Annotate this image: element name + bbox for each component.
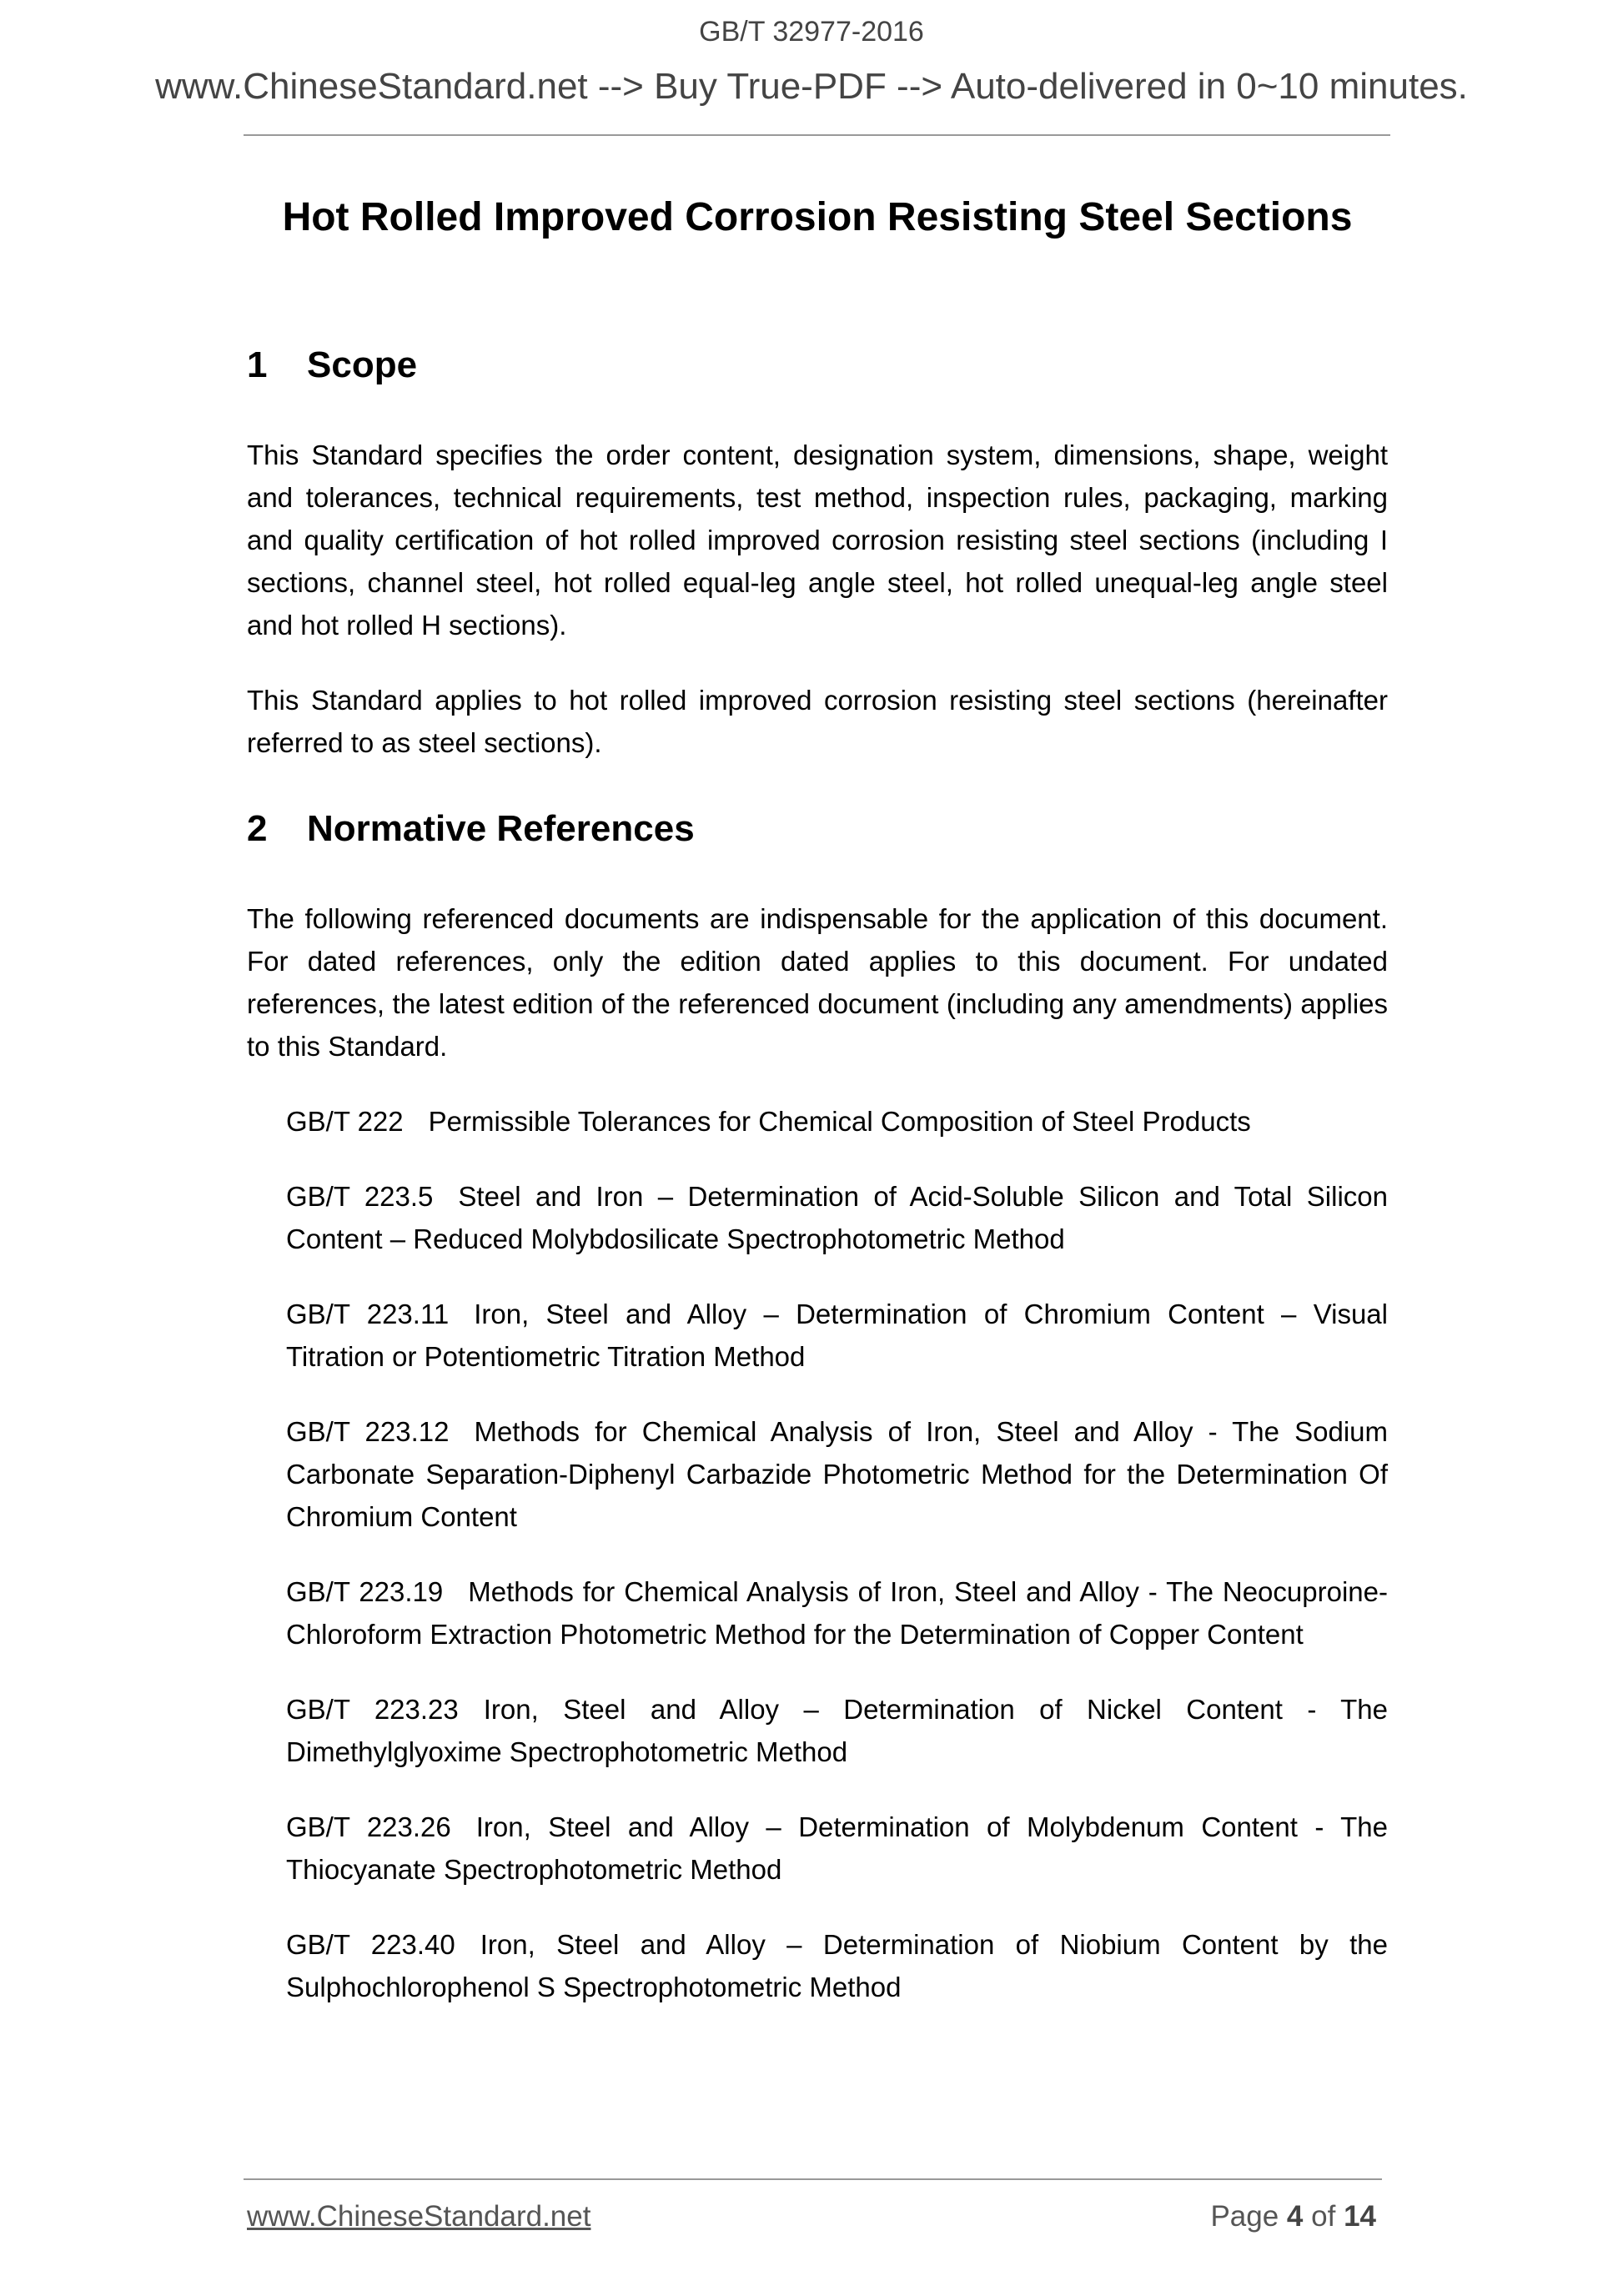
section-title: Normative References [307,808,695,849]
reference-title: Iron, Steel and Alloy – Determination of Molybdenum Content - The Thiocyanate Spectrophotometric Method [286,1811,1388,1885]
reference-code: GB/T 223.12 [286,1416,450,1447]
document-body [247,192,1388,2041]
reference-item [286,1410,1388,1538]
reference-title: Permissible Tolerances for Chemical Composition of Steel Products [428,1106,1251,1137]
current-page: 4 [1286,2200,1304,2233]
reference-title: Steel and Iron – Determination of Acid-Soluble Silicon and Total Silicon Content – Reduced Molybdosilicate Spectrophotometric Method [286,1181,1388,1254]
document-title: Hot Rolled Improved Corrosion Resisting Steel Sections [282,195,1353,239]
reference-item [286,1570,1388,1655]
footer-divider [244,2178,1382,2180]
reference-code: GB/T 222 [286,1106,404,1137]
footer-site-link[interactable]: www.ChineseStandard.net [247,2200,591,2233]
section-number: 2 [247,808,268,849]
reference-item [286,1923,1388,2008]
reference-item [286,1688,1388,1773]
header-divider [244,134,1390,136]
reference-title: Methods for Chemical Analysis of Iron, Steel and Alloy - The Sodium Carbonate Separation-Diphenyl Carbazide Photometric Method for the Determination Of Chromium Content [286,1416,1388,1532]
reference-item [286,1806,1388,1891]
paragraph: The following referenced documents are indispensable for the application of this document. For dated references, only the edition dated applies to this document. For undated references, the latest edition of the referenced document (including any amendments) applies to this Standard. [247,903,1388,1062]
paragraph: This Standard applies to hot rolled improved corrosion resisting steel sections (hereinafter referred to as steel sections). [247,685,1388,758]
reference-title: Iron, Steel and Alloy – Determination of Chromium Content – Visual Titration or Potentiometric Titration Method [286,1299,1388,1372]
reference-code: GB/T 223.40 [286,1929,455,1960]
paragraph: This Standard specifies the order content, designation system, dimensions, shape, weight and tolerances, technical requirements, test method, inspection rules, packaging, marking and quality certification of hot rolled improved corrosion resisting steel sections (including I sections, channel steel, hot rolled equal-leg angle steel, hot rolled unequal-leg angle steel and hot rolled H sections). [247,440,1388,641]
reference-item [286,1175,1388,1260]
standard-number: GB/T 32977-2016 [699,16,924,48]
page-indicator [1210,2200,1376,2233]
page-label: Page [1210,2200,1279,2233]
reference-code: GB/T 223.19 [286,1576,444,1607]
header-banner: www.ChineseStandard.net --> Buy True-PDF --> Auto-delivered in 0~10 minutes. [155,66,1468,107]
section-heading-scope [247,342,1388,389]
reference-code: GB/T 223.11 [286,1299,450,1329]
section-heading-normative-references [247,806,1388,852]
reference-item [286,1100,1388,1143]
reference-code: GB/T 223.5 [286,1181,434,1212]
of-label: of [1311,2200,1336,2233]
reference-title: Methods for Chemical Analysis of Iron, Steel and Alloy - The Neocuproine-Chloroform Extraction Photometric Method for the Determination of Copper Content [286,1576,1388,1650]
total-pages: 14 [1344,2200,1376,2233]
section-number: 1 [247,344,268,385]
reference-item [286,1293,1388,1378]
reference-title: Iron, Steel and Alloy – Determination of Niobium Content by the Sulphochlorophenol S Spectrophotometric Method [286,1929,1389,2002]
reference-list [286,1100,1388,2008]
reference-title: Iron, Steel and Alloy – Determination of Nickel Content - The Dimethylglyoxime Spectrophotometric Method [286,1694,1388,1767]
reference-code: GB/T 223.26 [286,1811,451,1842]
section-title: Scope [307,344,418,385]
reference-code: GB/T 223.23 [286,1694,459,1725]
